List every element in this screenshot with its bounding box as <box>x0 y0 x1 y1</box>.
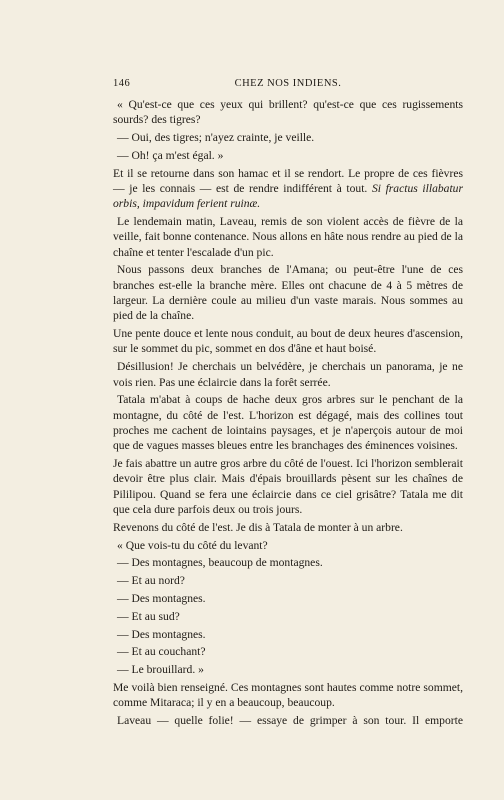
paragraph: Une pente douce et lente nous conduit, au bout de deux heures d'ascension, sur le sommet du pic, sommet en dos d'âne et haut boisé. <box>113 327 463 356</box>
page-number: 146 <box>113 78 131 89</box>
dialogue-line: — Des montagnes, beaucoup de montagnes. <box>117 556 323 570</box>
paragraph: Le lendemain matin, Laveau, remis de son violent accès de fièvre de la veille, fait bonne contenance. Nous allons en hâte nous rendre au pied de la chaîne et tenter l'escalade d'un pic. <box>113 215 463 259</box>
paragraph-text: Et il se retourne dans son hamac et il se rendort. Le propre de ces fièvres — je les connais — est de rendre indifférent à tout. <box>113 166 463 195</box>
dialogue-line: — Des montagnes. <box>117 591 206 605</box>
paragraph: — Oui, des tigres; n'ayez crainte, je veille. <box>117 131 315 145</box>
paragraph: Laveau — quelle folie! — essaye de grimper à son tour. Il emporte <box>117 713 463 727</box>
dialogue-line: — Et au nord? <box>117 574 185 588</box>
latin-quote: Si fractus illabatur orbis, impavidum ferient ruinæ. <box>113 181 463 211</box>
paragraph: Désillusion! Je cherchais un belvédère, je cherchais un panorama, je ne vois rien. Pas une éclaircie dans la forêt serrée. <box>113 360 463 389</box>
dialogue-line: « Que vois-tu du côté du levant? <box>117 538 268 552</box>
dialogue-line: — Et au couchant? <box>117 645 206 659</box>
paragraph: « Qu'est-ce que ces yeux qui brillent? qu'est-ce que ces rugissements sourds? des tigres? <box>113 98 463 127</box>
dialogue-line: — Et au sud? <box>117 609 180 623</box>
dialogue-line: — Des montagnes. <box>117 627 206 641</box>
paragraph-with-quote <box>113 166 463 212</box>
page-body <box>113 97 463 731</box>
paragraph: — Oh! ça m'est égal. » <box>117 148 224 162</box>
paragraph: Revenons du côté de l'est. Je dis à Tatala de monter à un arbre. <box>113 520 403 534</box>
paragraph: Nous passons deux branches de l'Amana; ou peut-être l'une de ces branches est-elle la branche mère. Elles ont chacune de 4 à 5 mètres de largeur. La dernière coule au milieu d'un vaste marais. Nous sommes au pied de la chaîne. <box>113 263 463 323</box>
paragraph: Je fais abattre un autre gros arbre du côté de l'ouest. Ici l'horizon semblerait devoir être plus clair. Mais d'épais brouillards pèsent sur les chaînes de Pililipou. Quand se fera une éclaircie dans ce ciel grisâtre? Tatala me dit que cela dure parfois deux ou trois jours. <box>113 457 463 516</box>
paragraph: Tatala m'abat à coups de hache deux gros arbres sur le penchant de la montagne, du côté de l'est. L'horizon est dégagé, mais des collines tout proches me cachent de lointains paysages, et je n'aperçois autour de moi que de vagues masses bleues entre les branchages des éminences voisines. <box>113 393 463 453</box>
paragraph: Me voilà bien renseigné. Ces montagnes sont hautes comme notre sommet, comme Mitaraca; il y en a beaucoup, beaucoup. <box>113 680 463 710</box>
running-title: CHEZ NOS INDIENS. <box>234 78 342 89</box>
dialogue-line: — Le brouillard. » <box>117 663 204 677</box>
